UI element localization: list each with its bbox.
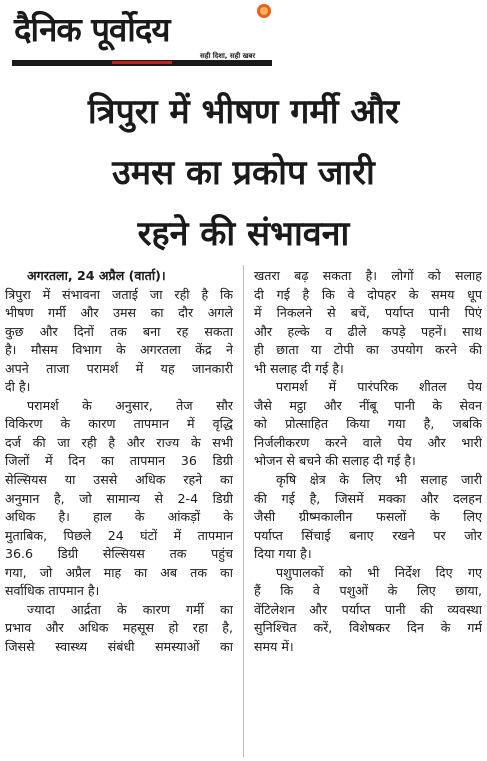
article-line: 36.6 डिग्री सेल्सियस तक पहुंच bbox=[5, 546, 233, 562]
article-line: दी गई है कि वे दोपहर के समय धूप bbox=[254, 286, 482, 302]
article-line: पशुपालकों को भी निर्देश दिए गए bbox=[276, 564, 482, 580]
article-line: वेंटिलेशन और पर्याप्त पानी की व्यवस्था bbox=[254, 601, 482, 617]
article-line: में निकलने से बचें, पर्याप्त पानी पिएं bbox=[254, 305, 482, 321]
newspaper-logo: दैनिक पूर्वोदय bbox=[14, 10, 170, 49]
masthead bbox=[0, 0, 487, 75]
article-line: है। मौसम विभाग के अगरतला केंद्र ने bbox=[5, 342, 233, 358]
article-line: को प्रोत्साहित किया गया है, जबकि bbox=[254, 416, 482, 432]
article-line: ज्यादा आर्द्रता के कारण गर्मी का bbox=[27, 601, 233, 617]
article-line: भी सलाह दी गई है। bbox=[254, 360, 344, 376]
headline-line: त्रिपुरा में भीषण गर्मी और bbox=[87, 92, 400, 132]
sun-icon bbox=[257, 4, 271, 18]
article-line: की गई है, जिसमें मक्का और दलहन bbox=[254, 490, 482, 506]
article-line: सेल्सियस या उससे अधिक रहने का bbox=[5, 472, 233, 488]
article-line: विकिरण के कारण तापमान में वृद्धि bbox=[5, 416, 233, 432]
article-line: खतरा बढ़ सकता है। लोगों को सलाह bbox=[254, 268, 482, 283]
headline-line: रहने की संभावना bbox=[137, 214, 350, 254]
article-line: निर्जलीकरण करने वाले पेय और भारी bbox=[254, 434, 482, 450]
headline bbox=[0, 82, 487, 265]
article-line: हैं कि वे पशुओं के लिए छाया, bbox=[254, 583, 482, 599]
article-line: गया, जो अप्रैल माह का अब तक का bbox=[5, 564, 233, 580]
article-line: मुताबिक, पिछले 24 घंटों में तापमान bbox=[5, 527, 233, 543]
article-line: त्रिपुरा में संभावना जताई जा रही है कि bbox=[5, 286, 233, 302]
article-line: परामर्श में पारंपरिक शीतल पेय bbox=[276, 379, 482, 395]
article-line: प्रभाव और अधिक महसूस हो रहा है, bbox=[5, 620, 233, 636]
article-line: अनुमान है, जो सामान्य से 2-4 डिग्री bbox=[5, 490, 233, 506]
article-line: अगरतला, 24 अप्रैल (वार्ता)। bbox=[27, 268, 166, 283]
article-line: जिससे स्वास्थ्य संबंधी समस्याओं का bbox=[5, 638, 233, 654]
article-line: परामर्श के अनुसार, तेज सौर bbox=[27, 397, 233, 413]
article-line: पर्याप्त सिंचाई बनाए रखने पर जोर bbox=[254, 527, 482, 543]
article-line: ही छाता या टोपी का उपयोग करने की bbox=[254, 342, 482, 358]
article-line: दर्ज की जा रही है और राज्य के सभी bbox=[5, 434, 233, 450]
article-line: और हल्के व ढीले कपड़े पहनें। साथ bbox=[254, 323, 482, 339]
article-line: भोजन से बचने की सलाह दी गई है। bbox=[254, 453, 416, 469]
article-line: अधिक है। हाल के आंकड़ों के bbox=[5, 509, 233, 525]
article-line: समय में। bbox=[254, 638, 294, 654]
article-line: जिलों में दिन का तापमान 36 डिग्री bbox=[5, 453, 233, 469]
article-line: जैसी ग्रीष्मकालीन फसलों के लिए bbox=[254, 509, 482, 525]
article-column-right bbox=[254, 267, 482, 656]
headline-line: उमस का प्रकोप जारी bbox=[112, 153, 375, 193]
logo-underline bbox=[12, 60, 272, 66]
article-line: जैसे मट्ठा और नींबू पानी के सेवन bbox=[254, 397, 482, 413]
article-line: सुनिश्चित करें, विशेषकर दिन के गर्म bbox=[254, 620, 482, 636]
article-line: कुछ और दिनों तक बना रह सकता bbox=[5, 323, 233, 339]
column-divider bbox=[243, 265, 244, 757]
article-line: कृषि क्षेत्र के लिए भी सलाह जारी bbox=[276, 472, 482, 488]
article-line: अपने ताजा परामर्श में यह जानकारी bbox=[5, 360, 233, 376]
article-column-left bbox=[5, 267, 233, 656]
article-line: सर्वाधिक तापमान है। bbox=[5, 583, 100, 599]
tagline: सही दिशा, सही खबर bbox=[200, 52, 256, 60]
article-line: दिया गया है। bbox=[254, 546, 312, 562]
article-line: दी है। bbox=[5, 379, 31, 395]
article-line: भीषण गर्मी और उमस का दौर अगले bbox=[5, 305, 233, 321]
